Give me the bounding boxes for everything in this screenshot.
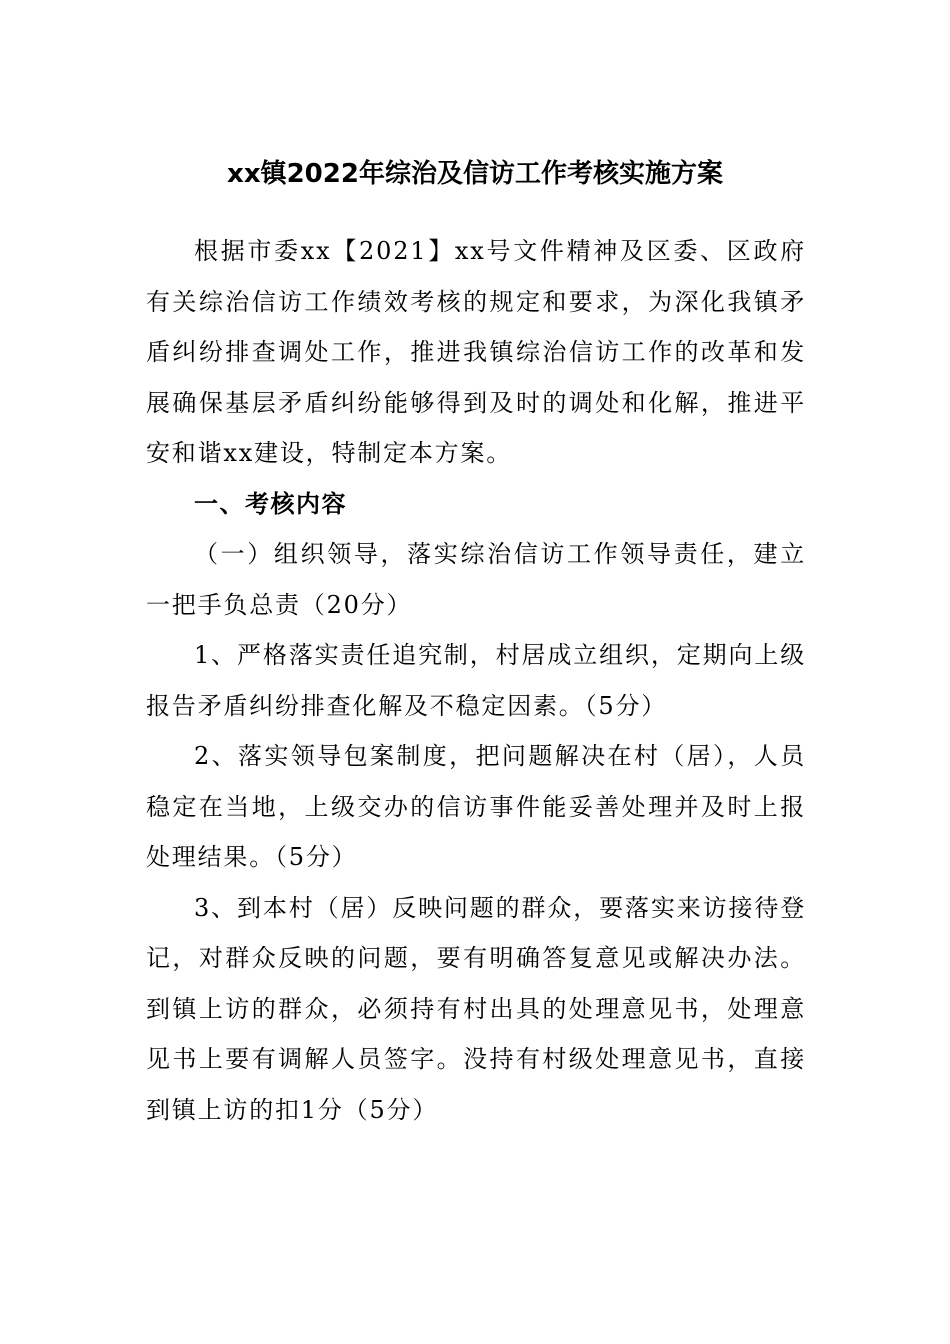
list-item: 2、落实领导包案制度，把问题解决在村（居），人员稳定在当地，上级交办的信访事件能妥善处理并及时上报处理结果。（5分） [146, 742, 806, 871]
intro-paragraph: 根据市委xx【2021】xx号文件精神及区委、区政府有关综治信访工作绩效考核的规定和要求，为深化我镇矛盾纠纷排查调处工作，推进我镇综治信访工作的改革和发展确保基层矛盾纠纷能够得到及时的调处和化解，推进平安和谐xx建设，特制定本方案。 [146, 237, 806, 467]
subsection-heading: （一）组织领导，落实综治信访工作领导责任，建立一把手负总责（20分） [146, 540, 806, 619]
document-body [146, 226, 806, 1135]
document-title: xx镇2022年综治及信访工作考核实施方案 [227, 159, 723, 189]
section-heading: 一、考核内容 [194, 489, 347, 518]
list-item: 1、严格落实责任追究制，村居成立组织，定期向上级报告矛盾纠纷排查化解及不稳定因素。（5分） [146, 641, 806, 720]
list-item: 3、到本村（居）反映问题的群众，要落实来访接待登记，对群众反映的问题，要有明确答复意见或解决办法。到镇上访的群众，必须持有村出具的处理意见书，处理意见书上要有调解人员签字。没持有村级处理意见书，直接到镇上访的扣1分（5分） [146, 893, 806, 1124]
